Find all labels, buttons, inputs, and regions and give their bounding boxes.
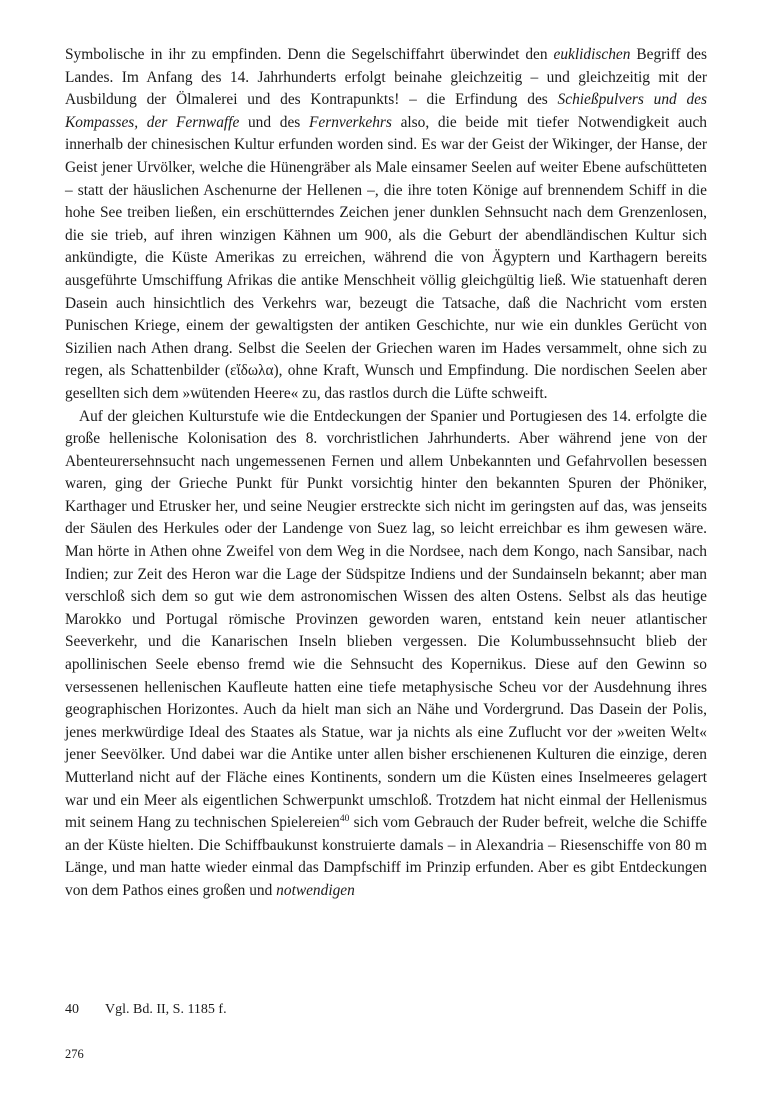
footnote-text: Vgl. Bd. II, S. 1185 f.: [105, 1002, 227, 1017]
paragraph: [65, 406, 707, 903]
text-run: und des: [239, 113, 309, 131]
page-number: 276: [65, 1047, 84, 1061]
text-run: Begriff des Landes. Im Anfang des 14. Jahrhunderts erfolgt beinahe gleichzeitig – und gleichzeitig mit der Ausbildung der Ölmalerei und des Kontrapunkts! – die Erfindung des: [65, 46, 707, 109]
text-run: Symbolische in ihr zu empfinden. Denn die Segelschiffahrt überwindet den: [65, 46, 554, 63]
text-run: also, die beide mit tiefer Notwendigkeit auch innerhalb der chinesischen Kultur erfunden worden sind. Es war der Geist der Wikinger, der Hanse, der Geist jener Urvölker, welche die Hünengräber als Male einsamer Seelen auf weiter Ebene aufschütteten – statt der häuslichen Aschenurne der Hellenen –, die ihre toten Könige auf brennendem Schiff in die hohe See treiben ließen, ein erschütterndes Zeichen jener dunklen Sehnsucht nach dem Grenzenlosen, die sie trieb, auf ihren winzigen Kähnen um 900, als die Geburt der abendländischen Kultur sich ankündigte, die Küste Amerikas zu erreichen, während die von Ägyptern und Karthagern bereits ausgeführte Umschiffung Afrikas die antike Menschheit völlig gleichgültig ließ. Wie statuenhaft deren Dasein auch hinsichtlich des Verkehrs war, bezeugt die Tatsache, daß die Nachricht vom ersten Punischen Kriege, einem der gewaltigsten der antiken Geschichte, nur wie ein dunkles Gerücht von Sizilien nach Athen drang. Selbst die Seelen der Griechen waren im Hades versammelt, ohne sich zu regen, als Schattenbilder (εἴδωλα), ohne Kraft, Wunsch und Empfindung. Die nordischen Seelen aber gesellten sich dem »wütenden Heere« zu, das rastlos durch die Lüfte schweift.: [65, 113, 707, 402]
footnote: [65, 1000, 707, 1020]
footnote-reference: 40: [339, 814, 350, 825]
emphasis-text: euklidischen: [553, 46, 631, 63]
footnote-number: 40: [65, 1002, 79, 1017]
paragraph: [65, 44, 707, 406]
emphasis-text: Schießpulvers und des Kompasses, der Fernwaffe: [65, 91, 707, 131]
text-run: sich vom Gebrauch der Ruder befreit, welche die Schiffe an der Küste hielten. Die Schiffbaukunst konstruierte damals – in Alexandria – Riesenschiffe von 80 m Länge, und man hatte wieder einmal das Dampfschiff im Prinzip erfunden. Aber es gibt Entdeckungen von dem Pathos eines großen und: [65, 814, 707, 899]
emphasis-text: notwendigen: [276, 881, 355, 899]
text-run: Auf der gleichen Kulturstufe wie die Entdeckungen der Spanier und Portugiesen des 14. erfolgte die große hellenische Kolonisation des 8. vorchristlichen Jahrhunderts. Aber während jene von der Abenteurersehnsucht nach ungemessenen Fernen und allem Unbekannten und Gefahrvollen besessen waren, ging der Grieche Punkt für Punkt vorsichtig hinter den bekannten Spuren der Phöniker, Karthager und Etrusker her, und seine Neugier erstreckte sich nicht im geringsten auf das, was jenseits der Säulen des Herkules oder der Landenge von Suez lag, so leicht erreichbar es ihm gewesen wäre. Man hörte in Athen ohne Zweifel von dem Weg in die Nordsee, nach dem Kongo, nach Sansibar, nach Indien; zur Zeit des Heron war die Lage der Südspitze Indiens und der Sundainseln bekannt; aber man verschloß sich dem so gut wie dem astronomischen Wissen des alten Ostens. Selbst als das heutige Marokko und Portugal römische Provinzen geworden waren, entstand kein neuer atlantischer Seeverkehr, und die Kanarischen Inseln blieben vergessen. Die Kolumbussehnsucht blieb der apollinischen Seele ebenso fremd wie die Sehnsucht des Kopernikus. Diese auf den Gewinn so versessenen hellenischen Kaufleute hatten eine tiefe metaphysische Scheu vor der Ausdehnung ihres geographischen Horizontes. Auch da hielt man sich an Nähe und Vordergrund. Das Dasein der Polis, jenes merkwürdige Ideal des Staates als Statue, war ja nichts als eine Zuflucht vor der »weiten Welt« jener Seevölker. Und dabei war die Antike unter allen bisher erschienenen Kulturen die einzige, deren Mutterland nicht auf der Fläche eines Kontinents, sondern um die Küsten eines Inselmeeres gelagert war und ein Meer als eigentlichen Schwerpunkt umschloß. Trotzdem hat nicht einmal der Hellenismus mit seinem Hang zu technischen Spielereien: [65, 407, 707, 832]
emphasis-text: Fernverkehrs: [308, 113, 392, 131]
body-text: [65, 44, 707, 903]
